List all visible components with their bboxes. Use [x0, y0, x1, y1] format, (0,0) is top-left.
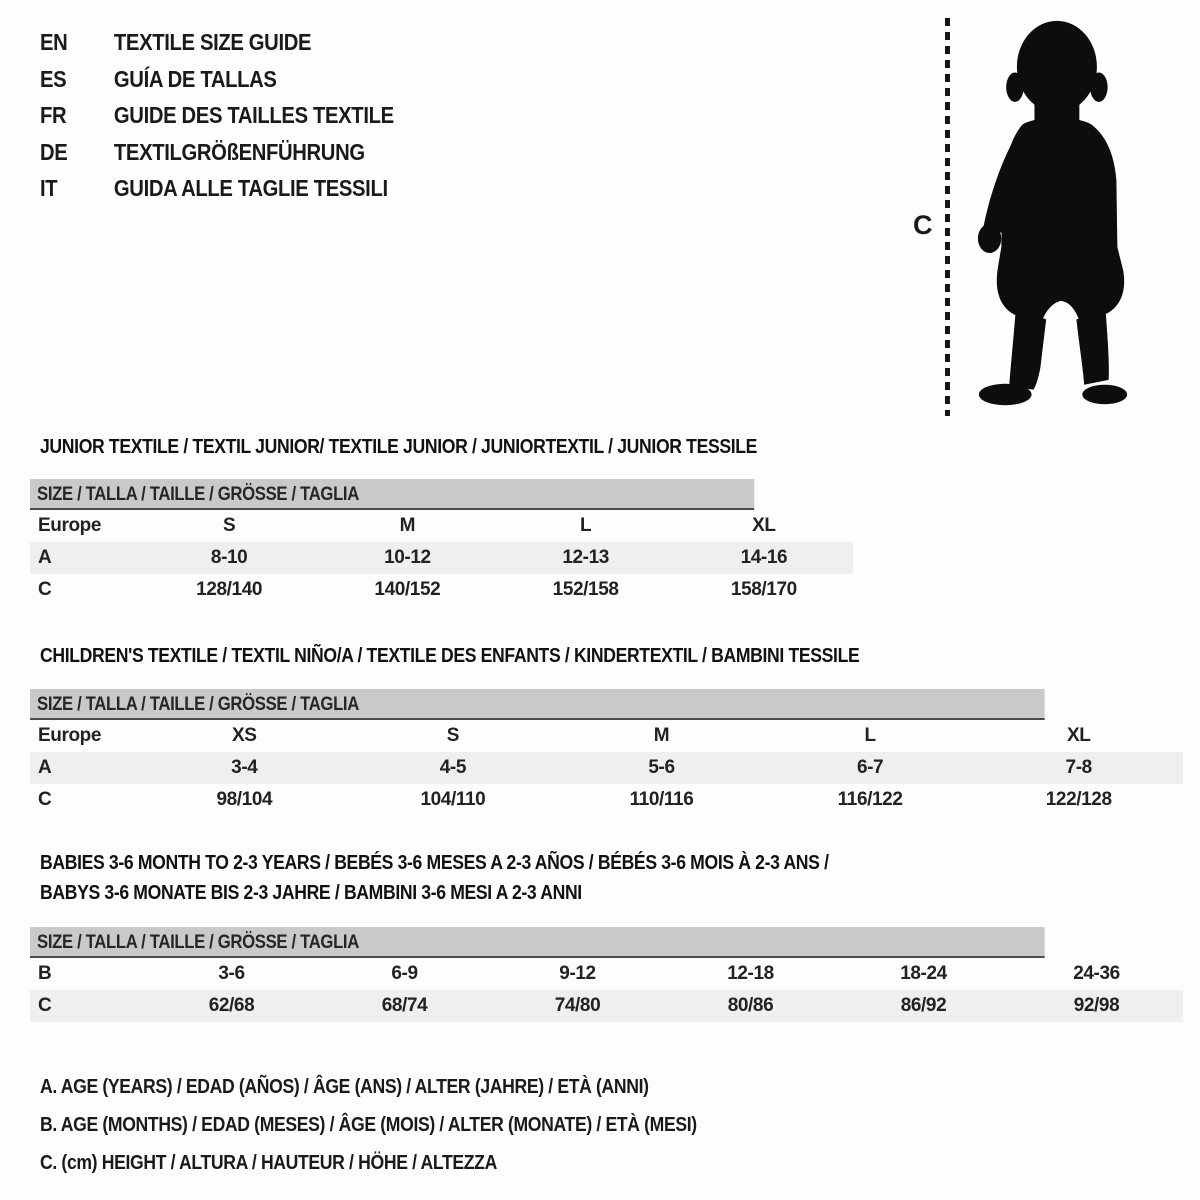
table-cell: 62/68: [208, 995, 255, 1016]
table-cell: 4-5: [439, 757, 467, 778]
table-cell: 92/98: [1073, 995, 1120, 1016]
lang-code: FR: [40, 102, 67, 128]
lang-code: IT: [40, 175, 58, 201]
table-cell: S: [446, 725, 460, 746]
table-cell: XL: [752, 515, 776, 536]
guide-title-fr: GUIDE DES TAILLES TEXTILE: [113, 102, 394, 128]
size-header-bar: SIZE / TALLA / TAILLE / GRÖSSE / TAGLIA: [30, 689, 1045, 720]
table-cell: 12-13: [562, 547, 609, 568]
table-cell: L: [864, 725, 876, 746]
lang-code: ES: [40, 65, 67, 92]
table-cell: 3-6: [218, 963, 245, 984]
table-cell: 9-12: [559, 963, 596, 984]
table-cell: 122/128: [1045, 789, 1112, 810]
table-cell: 110/116: [629, 789, 694, 810]
guide-title-es: GUÍA DE TALLAS: [113, 65, 277, 92]
table-row: [30, 784, 1183, 816]
table-row: [30, 720, 1183, 752]
section-title-children: CHILDREN'S TEXTILE / TEXTIL NIÑO/A / TEXTILE DES ENFANTS / KINDERTEXTIL / BAMBINI TESSILE: [40, 645, 860, 667]
language-header: [40, 24, 442, 207]
table-row: [30, 510, 853, 542]
toddler-silhouette: [958, 15, 1148, 415]
junior-table: [30, 479, 853, 606]
table-cell: 24-36: [1073, 963, 1120, 984]
table-cell: 86/92: [900, 995, 947, 1016]
table-cell: XL: [1066, 725, 1091, 746]
table-cell: 116/122: [837, 789, 903, 810]
table-cell: 18-24: [900, 963, 947, 984]
legend-line-a: A. AGE (YEARS) / EDAD (AÑOS) / ÂGE (ANS) / ALTER (JAHRE) / ETÀ (ANNI): [40, 1076, 649, 1098]
legend-line-b: B. AGE (MONTHS) / EDAD (MESES) / ÂGE (MOIS) / ALTER (MONATE) / ETÀ (MESI): [40, 1114, 697, 1136]
row-label: Europe: [38, 515, 102, 536]
table-row: [30, 958, 1183, 990]
section-title-babies: [40, 848, 829, 908]
table-cell: XS: [232, 725, 257, 746]
table-cell: 158/170: [730, 579, 797, 600]
table-cell: 74/80: [554, 995, 601, 1016]
table-row: [30, 574, 853, 606]
guide-title-en: TEXTILE SIZE GUIDE: [113, 29, 312, 55]
lang-code: DE: [40, 138, 68, 165]
legend-line-c: C. (cm) HEIGHT / ALTURA / HAUTEUR / HÖHE / ALTEZZA: [40, 1152, 497, 1174]
table-cell: L: [580, 515, 592, 536]
table-cell: 7-8: [1065, 757, 1092, 778]
row-label: A: [38, 547, 52, 568]
table-cell: 68/74: [381, 995, 428, 1016]
guide-title-de: TEXTILGRÖßENFÜHRUNG: [113, 138, 365, 165]
height-measure-label: C: [913, 210, 933, 240]
row-label: Europe: [38, 725, 102, 746]
section-title-junior: JUNIOR TEXTILE / TEXTIL JUNIOR/ TEXTILE JUNIOR / JUNIORTEXTIL / JUNIOR TESSILE: [40, 436, 758, 458]
row-label: A: [38, 757, 52, 778]
section-title-babies-line1: BABIES 3-6 MONTH TO 2-3 YEARS / BEBÉS 3-6 MESES A 2-3 AÑOS / BÉBÉS 3-6 MOIS À 2-3 ANS /: [40, 852, 829, 874]
table-row: [30, 542, 853, 574]
row-label: C: [38, 789, 52, 810]
lang-row-it: [40, 170, 394, 207]
size-header-bar: SIZE / TALLA / TAILLE / GRÖSSE / TAGLIA: [30, 479, 754, 510]
table-cell: 3-4: [231, 757, 258, 778]
table-cell: 6-7: [856, 757, 884, 778]
table-cell: 128/140: [196, 579, 263, 600]
lang-row-en: [40, 24, 394, 61]
baby-figure: [900, 0, 1160, 430]
lang-row-es: [40, 61, 394, 98]
table-cell: 5-6: [648, 757, 675, 778]
children-table: [30, 689, 1183, 816]
babies-table: [30, 927, 1183, 1022]
table-cell: 104/110: [420, 789, 486, 810]
table-row: [30, 752, 1183, 784]
section-title-babies-line2: BABYS 3-6 MONATE BIS 2-3 JAHRE / BAMBINI 3-6 MESI A 2-3 ANNI: [40, 882, 582, 904]
table-row: [30, 990, 1183, 1022]
table-cell: S: [222, 515, 236, 536]
lang-row-fr: [40, 97, 394, 134]
table-cell: 98/104: [216, 789, 273, 810]
lang-row-de: [40, 134, 394, 171]
table-cell: 14-16: [740, 547, 788, 568]
table-cell: 140/152: [374, 579, 441, 600]
row-label: C: [38, 995, 52, 1016]
table-cell: 80/86: [727, 995, 774, 1016]
table-cell: M: [653, 725, 670, 746]
row-label: B: [38, 963, 52, 984]
table-cell: 12-18: [727, 963, 774, 984]
table-cell: 10-12: [384, 547, 431, 568]
table-cell: 8-10: [210, 547, 248, 568]
guide-title-it: GUIDA ALLE TAGLIE TESSILI: [113, 175, 388, 201]
lang-code: EN: [40, 29, 68, 55]
height-measure-line: [945, 18, 950, 416]
measurement-legend: [40, 1068, 786, 1182]
table-cell: M: [399, 515, 416, 536]
table-cell: 6-9: [391, 963, 418, 984]
table-cell: 152/158: [552, 579, 619, 600]
size-header-bar: SIZE / TALLA / TAILLE / GRÖSSE / TAGLIA: [30, 927, 1045, 958]
row-label: C: [38, 579, 52, 600]
